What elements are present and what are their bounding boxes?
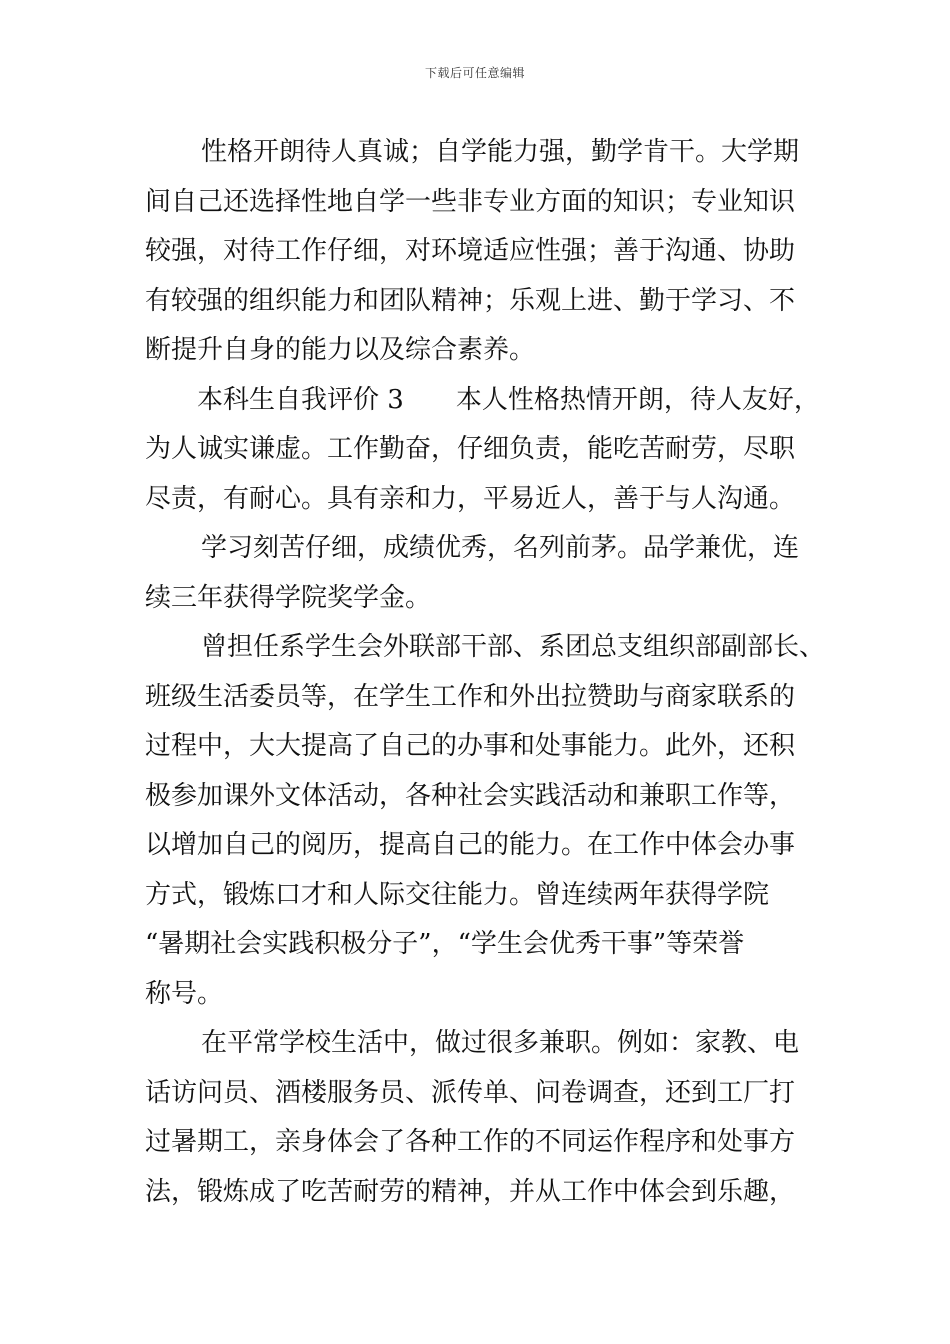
text-line: 性格开朗待人真诚；自学能力强，勤学肯干。大学期 — [201, 137, 800, 167]
paragraph-4 — [145, 623, 826, 1019]
text-line: 曾担任系学生会外联部干部、系团总支组织部副部长、 — [201, 632, 826, 662]
paragraph-3 — [145, 524, 815, 623]
text-line: 班级生活委员等，在学生工作和外出拉赞助与商家联系的 — [145, 681, 796, 712]
text-line: 断提升自身的能力以及综合素养。 — [145, 335, 536, 365]
paragraph-2 — [145, 376, 820, 525]
text-line: 学习刻苦仔细，成绩优秀，名列前茅。品学兼优，连 — [201, 533, 800, 563]
text-line: 在平常学校生活中，做过很多兼职。例如：家教、电 — [201, 1028, 800, 1058]
text-line: 尽责，有耐心。具有亲和力，平易近人，善于与人沟通。 — [145, 483, 796, 514]
text-line: 话访问员、酒楼服务员、派传单、问卷调查，还到工厂打 — [145, 1077, 796, 1108]
text-line: 法，锻炼成了吃苦耐劳的精神，并从工作中体会到乐趣， — [145, 1176, 796, 1207]
text-line: 以增加自己的阅历，提高自己的能力。在工作中体会办事 — [145, 830, 796, 860]
text-line: 为人诚实谦虚。工作勤奋，仔细负责，能吃苦耐劳，尽职 — [145, 434, 796, 464]
text-line: 称号。 — [145, 978, 224, 1009]
page-header: 下载后可任意编辑 — [424, 66, 525, 80]
text-line: 较强，对待工作仔细，对环境适应性强；善于沟通、协助 — [145, 236, 796, 266]
text-line: 过暑期工，亲身体会了各种工作的不同运作程序和处事方 — [145, 1127, 796, 1157]
text-line: 间自己还选择性地自学一些非专业方面的知识；专业知识 — [145, 186, 796, 217]
text-line: 极参加课外文体活动，各种社会实践活动和兼职工作等， — [145, 780, 796, 811]
text-line: “暑期社会实践积极分子”，“学生会优秀干事”等荣誉 — [145, 929, 745, 959]
text-line: 过程中，大大提高了自己的办事和处事能力。此外，还积 — [145, 731, 796, 761]
text-line: 方式，锻炼口才和人际交往能力。曾连续两年获得学院 — [145, 879, 770, 910]
text-span: 本人性格热情开朗，待人友好， — [455, 384, 820, 415]
section-heading: 本科生自我评价 3 — [197, 384, 404, 415]
text-line: 续三年获得学院奖学金。 — [145, 582, 432, 613]
text-line: 有较强的组织能力和团队精神；乐观上进、勤于学习、不 — [145, 285, 796, 316]
text-line — [145, 376, 820, 426]
document-body — [145, 128, 826, 1217]
paragraph-5 — [145, 1019, 815, 1217]
paragraph-1 — [145, 128, 815, 376]
